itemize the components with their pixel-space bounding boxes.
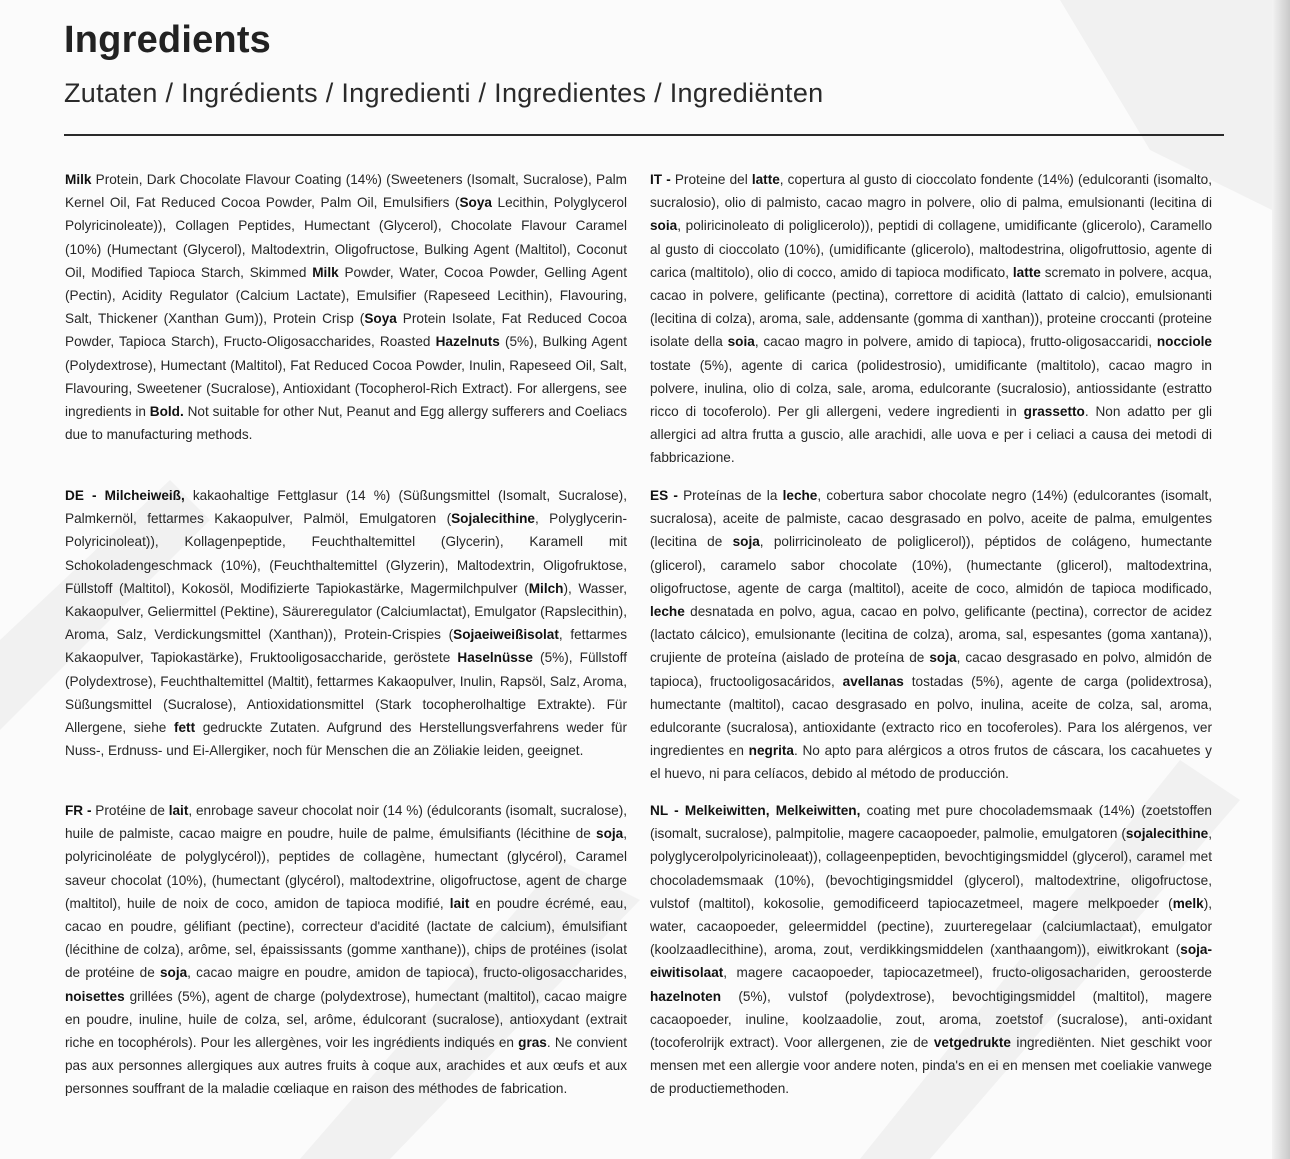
allergen-highlight: gras — [518, 1035, 547, 1051]
allergen-highlight: soia — [650, 218, 678, 234]
allergen-highlight: Sojalecithine — [451, 511, 535, 527]
ingredient-text: (5%), Bulking Agent (Polydextrose), Humectant (Maltitol), Fat Reduced Cocoa Powder, Inulin, Rapeseed Oil, Salt, Flavouring, Sweetener (Sucralose), Antioxidant (Tocopherol-Rich Extract). For allergens, see ingredients in — [65, 334, 627, 420]
allergen-highlight: Milk — [65, 172, 92, 187]
allergen-highlight: Bold. — [149, 404, 184, 420]
ingredients-block-es — [650, 484, 1212, 786]
ingredients-block-nl — [650, 799, 1212, 1101]
allergen-highlight: lait — [449, 895, 470, 911]
allergen-highlight: soja — [732, 534, 760, 550]
ingredient-text: Protéine de — [91, 803, 169, 818]
ingredient-text: ), Wasser, Kakaopulver, Geliermittel (Pektine), Säureregulator (Calciumlactat), Emulgator (Rapslecithin), Aroma, Salz, Verdickungsmittel (Xanthan)), Protein-Crispies ( — [65, 580, 627, 643]
allergen-highlight: NL - Melkeiwitten, Melkeiwitten, — [650, 803, 861, 818]
allergen-highlight: noisettes — [65, 988, 125, 1004]
ingredient-text: , magere cacaopoeder, tapiocazetmeel), fructo-oligosachariden, geroosterde — [723, 965, 1212, 981]
ingredient-text: , cacao magro in polvere, amido di tapioca), frutto-oligosaccaridi, — [754, 334, 1157, 350]
ingredient-text: , enrobage saveur chocolat noir (14 %) (édulcorants (isomalt, sucralose), huile de palmiste, cacao maigre en poudre, huile de palme, émulsifiants (lécithine de — [65, 803, 627, 842]
allergen-highlight: latte — [751, 172, 780, 187]
ingredients-block-it — [650, 168, 1212, 470]
allergen-highlight: latte — [1012, 264, 1041, 280]
ingredients-text-it — [650, 168, 1212, 470]
ingredients-block-en — [65, 168, 627, 446]
allergen-highlight: ES - — [650, 488, 678, 503]
allergen-highlight: Haselnüsse — [457, 650, 533, 666]
allergen-highlight: fett — [173, 720, 196, 736]
ingredient-text: ingrediënten. Niet geschikt voor mensen met een allergie voor andere noten, pinda's en ei en mensen met coeliakie vanwege de productiemethoden. — [650, 1035, 1213, 1097]
ingredient-text: Not suitable for other Nut, Peanut and Egg allergy sufferers and Coeliacs due to manufacturing methods. — [65, 404, 627, 443]
ingredient-text: , fettarmes Kakaopulver, Tapiokastärke), Fruktooligosaccharide, geröstete — [65, 627, 627, 666]
allergen-highlight: leche — [782, 488, 818, 503]
ingredient-text: en poudre écrémé, eau, cacao en poudre, gélifiant (pectine), correcteur d'acidité (lactate de calcium), émulsifiant (lécithine de colza), arôme, sel, épaississants (gomme xanthane)), chips de protéines (isolat de protéine de — [65, 895, 627, 981]
ingredient-text: . Non adatto per gli allergici ad altra frutta a guscio, alle arachidi, alle uova e per i celiaci a causa dei metodi di fabbricazione. — [650, 404, 1212, 466]
allergen-highlight: Soya — [459, 195, 492, 211]
allergen-highlight: soja — [929, 650, 957, 666]
allergen-highlight: lait — [168, 803, 189, 818]
ingredient-text: . Ne convient pas aux personnes allergiques aux autres fruits à coque aux, arachides et aux œufs et aux personnes souffrant de la maladie cœliaque en raison des méthodes de fabrication. — [65, 1035, 627, 1097]
allergen-highlight: soja-eiwitisolaat — [650, 942, 1212, 981]
ingredient-text: grillées (5%), agent de charge (polydextrose), humectant (maltitol), cacao maigre en poudre, inuline, huile de colza, sel, arôme, édulcorant (sucralose), antioxydant (extrait riche en tocophérols). Pour les allergènes, voir les ingrédients indiqués en — [65, 988, 627, 1051]
ingredients-text-nl — [650, 799, 1212, 1101]
allergen-highlight: soja — [596, 826, 624, 842]
allergen-highlight: IT - — [650, 172, 671, 187]
ingredient-text: , Polyglycerin-Polyricinoleat)), Kollagenpeptide, Feuchthaltemittel (Glycerin), Karamell mit Schokoladengeschmack (10%), (Feuchthaltemittel (Glyzerin), Maltodextrin, Oligofruktose, Füllstoff (Maltitol), Kokosöl, Modifizierte Tapiokastärke, Magermilchpulver ( — [65, 511, 627, 596]
ingredients-text-en — [65, 168, 627, 446]
ingredient-text: Proteine del — [670, 172, 752, 187]
ingredient-text: tostadas (5%), agente de carga (polidextrosa), humectante (maltitol), cacao desgrasado en polvo, inulina, aceite de colza, sal, aroma, edulcorante (sucralosa), antioxidante (extracto rico en tocoferoles). Para los alérgenos, ver ingredientes en — [650, 673, 1213, 759]
ingredient-text: , cacao desgrasado en polvo, almidón de tapioca), fructooligosacáridos, — [650, 650, 1212, 689]
ingredients-block-de — [65, 484, 627, 762]
ingredient-text: Powder, Water, Cocoa Powder, Gelling Agent (Pectin), Acidity Regulator (Calcium Lactate), Emulsifier (Rapeseed Lecithin), Flavouring, Salt, Thickener (Xanthan Gum)), Protein Crisp ( — [65, 264, 627, 327]
allergen-highlight: melk — [1172, 895, 1204, 911]
ingredients-text-fr — [65, 799, 627, 1101]
allergen-highlight: Milch — [528, 580, 564, 596]
ingredient-text: Protein Isolate, Fat Reduced Cocoa Powder, Tapioca Starch), Fructo-Oligosaccharides, Roasted — [65, 311, 627, 350]
page-title: Ingredients — [64, 19, 272, 61]
ingredient-text: ), water, cacaopoeder, geleermiddel (pectine), zuurteregelaar (calciumlactaat), emulgator (koolzaadlecithine), aroma, zout, verdikkingsmiddelen (xanthaangom)), eiwitkrokant ( — [650, 895, 1212, 958]
allergen-highlight: avellanas — [842, 673, 904, 689]
allergen-highlight: FR - — [65, 803, 92, 818]
allergen-highlight: hazelnoten — [650, 988, 721, 1004]
allergen-highlight: Hazelnuts — [435, 334, 500, 350]
ingredient-text: , polyglycerolpolyricinoleaat)), collageenpeptiden, bevochtigingsmiddel (glycerol), caramel met chocolademsmaak (10%), (bevochtigingsmiddel (glycerol), maltodextrine, oligofructose, vulstof (maltitol), kokosolie, gemodificeerd tapiocazetmeel, magere melkpoeder ( — [650, 826, 1212, 911]
ingredient-text: Protein, Dark Chocolate Flavour Coating (14%) (Sweeteners (Isomalt, Sucralose), Palm Kernel Oil, Fat Reduced Cocoa Powder, Palm Oil, Emulsifiers ( — [65, 172, 627, 211]
ingredient-text: tostate (5%), agente di carica (polidestrosio), umidificante (maltitolo), cacao magro in polvere, inulina, olio di colza, sale, aroma, edulcorante (sucralosio), antiossidante (estratto ricco di tocoferolo). Per gli allergeni, vedere ingredienti in — [650, 357, 1212, 420]
allergen-highlight: DE - Milcheiweiß, — [65, 488, 185, 503]
ingredient-text: . No apto para alérgicos a otros frutos de cáscara, los cacahuetes y el huevo, ni para celíacos, debido al método de producción. — [650, 743, 1212, 782]
ingredients-text-de — [65, 484, 627, 762]
ingredient-text: Proteínas de la — [677, 488, 783, 503]
allergen-highlight: soja — [159, 965, 188, 981]
ingredient-text: , polirricinoleato de poliglicerol)), péptidos de colágeno, humectante (glicerol), caramelo sabor chocolate (10%), (humectante (glicerol), maltodextrina, oligofructose, agente de carga (maltitol), aceite de coco, almidón de tapioca modificado, — [650, 534, 1213, 596]
allergen-highlight: leche — [650, 604, 685, 620]
ingredient-text: , cobertura sabor chocolate negro (14%) (edulcorantes (isomalt, sucralosa), aceite de palmiste, cacao desgrasado en polvo, aceite de palma, emulgentes (lecitina de — [650, 488, 1212, 550]
ingredient-text: , cacao maigre en poudre, amidon de tapioca), fructo-oligosaccharides, — [187, 965, 627, 981]
allergen-highlight: negrita — [748, 743, 794, 759]
allergen-highlight: Sojaeiweißisolat — [453, 627, 559, 643]
ingredient-text: coating met pure chocolademsmaak (14%) (zoetstoffen (isomalt, sucralose), palmpitolie, magere cacaopoeder, palmolie, emulgatoren ( — [650, 803, 1212, 842]
page-subtitle: Zutaten / Ingrédients / Ingredienti / Ingredientes / Ingrediënten — [64, 78, 824, 108]
ingredient-text: , copertura al gusto di cioccolato fondente (14%) (edulcoranti (isomalto, sucralosio), olio di palmisto, cacao magro in polvere, olio di palma, emulsionanti (lecitina di — [650, 172, 1213, 211]
ingredients-block-fr — [65, 799, 627, 1101]
ingredient-text: Lecithin, Polyglycerol Polyricinoleate)), Collagen Peptides, Humectant (Glycerol), Chocolate Flavour Caramel (10%) (Humectant (Glycerol), Maltodextrin, Oligofructose, Bulking Agent (Maltitol), Coconut Oil, Modified Tapioca Starch, Skimmed — [65, 195, 627, 280]
ingredient-text: desnatada en polvo, agua, cacao en polvo, gelificante (pectina), corrector de acidez (lactato cálcico), emulsionante (lecitina de colza), aroma, sal, espesantes (goma xantana)), crujiente de proteína (aislado de proteína de — [650, 604, 1212, 666]
allergen-highlight: nocciole — [1156, 334, 1212, 350]
ingredient-text: (5%), vulstof (polydextrose), bevochtigingsmiddel (maltitol), magere cacaopoeder, inuline, koolzaadolie, zout, aroma, zoetstof (sucralose), anti-oxidant (tocoferolrijk extract). Voor allergenen, zie de — [650, 988, 1212, 1051]
allergen-highlight: grassetto — [1023, 404, 1085, 420]
ingredient-text: kakaohaltige Fettglasur (14 %) (Süßungsmittel (Isomalt, Sucralose), Palmkernöl, fettarmes Kakaopulver, Palmöl, Emulgatoren ( — [65, 488, 627, 527]
allergen-highlight: vetgedrukte — [933, 1035, 1011, 1051]
ingredient-text: , polyricinoléate de polyglycérol)), peptides de collagène, humectant (glycérol), Caramel saveur chocolat (10%), (humectant (glycérol), maltodextrine, oligofructose, agent de charge (maltitol), huile de noix de coco, amidon de tapioca modifié, — [65, 826, 627, 911]
ingredient-text: (5%), Füllstoff (Polydextrose), Feuchthaltemittel (Maltit), fettarmes Kakaopulver, Inulin, Rapsöl, Salz, Aroma, Süßungsmittel (Sucralose), Antioxidationsmittel (Stark tocopherolhaltige Extrakte). Für Allergene, siehe — [65, 650, 627, 736]
page-edge-shadow — [1272, 0, 1290, 1159]
title-divider — [64, 134, 1224, 136]
allergen-highlight: Soya — [364, 311, 397, 327]
ingredient-text: gedruckte Zutaten. Aufgrund des Herstellungsverfahrens weder für Nuss-, Erdnuss- und Ei-Allergiker, noch für Menschen die an Zöliakie leiden, geeignet. — [65, 720, 627, 759]
allergen-highlight: soia — [727, 334, 755, 350]
allergen-highlight: sojalecithine — [1125, 826, 1209, 842]
ingredient-text: , poliricinoleato di poliglicerolo)), peptidi di collagene, umidificante (glicerolo), Caramello al gusto di cioccolato (10%), (umidificante (glicerolo), maltodestrina, oligofruttosio, agente di carica (maltitolo), olio di cocco, amido di tapioca modificato, — [650, 218, 1212, 280]
ingredient-text: scremato in polvere, acqua, cacao in polvere, gelificante (pectina), correttore di acidità (lattato di calcio), emulsionanti (lecitina di colza), aroma, sale, addensante (gomma di xanthan)), proteine croccanti (proteine isolate della — [650, 264, 1213, 350]
allergen-highlight: Milk — [312, 264, 339, 280]
ingredients-text-es — [650, 484, 1212, 786]
